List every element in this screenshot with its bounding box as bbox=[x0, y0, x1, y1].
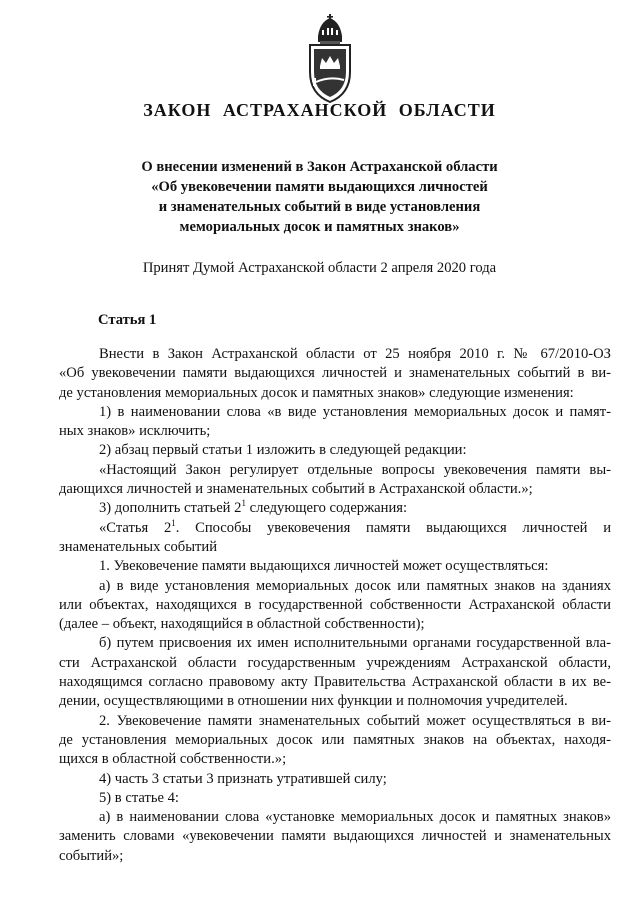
superscript: 1 bbox=[171, 517, 176, 528]
new-article-text: «Статья 2 bbox=[99, 519, 172, 536]
text-line: б) путем присвоения их имен исполнительными органами государственной вла- bbox=[99, 635, 611, 652]
item-3 bbox=[59, 499, 611, 518]
item-3-text: 3) дополнить статьей 2 bbox=[99, 500, 242, 517]
text-line: «Об увековечении памяти выдающихся личностей и знаменательных событий в ви- bbox=[59, 365, 611, 382]
item-4 bbox=[59, 770, 611, 789]
text-line: 2. Увековечение памяти знаменательных событий может осуществляться в ви- bbox=[99, 712, 611, 729]
item-5a bbox=[59, 808, 611, 866]
text-line: де установления мемориальных досок и памятных знаков» следующие изменения: bbox=[59, 384, 574, 401]
item-5 bbox=[59, 789, 611, 808]
new-article-text-end: . Способы увековечения памяти выдающихся личностей и bbox=[175, 519, 612, 536]
text-line: 1. Увековечение памяти выдающихся личностей может осуществляться: bbox=[99, 558, 549, 575]
text-line: де установления мемориальных досок или памятных знаков на объектах, находя- bbox=[59, 731, 611, 748]
superscript: 1 bbox=[241, 498, 246, 509]
text-line: 1) в наименовании слова «в виде установления мемориальных досок и памят- bbox=[99, 403, 611, 420]
coat-of-arms-emblem bbox=[296, 14, 364, 106]
text-line: «Настоящий Закон регулирует отдельные вопросы увековечения памяти вы- bbox=[99, 461, 611, 478]
item-1 bbox=[59, 403, 611, 442]
subtitle-line: О внесении изменений в Закон Астраханской области bbox=[141, 159, 498, 175]
intro-paragraph bbox=[59, 345, 611, 403]
text-line: событий»; bbox=[59, 847, 124, 864]
text-line: 5) в статье 4: bbox=[99, 789, 179, 806]
text-line bbox=[59, 499, 611, 518]
text-line: или объектах, находящихся в государственной собственности Астраханской области bbox=[59, 596, 611, 613]
text-line: ных знаков» исключить; bbox=[59, 423, 211, 440]
text-line: а) в наименовании слова «установке мемориальных досок и памятных знаков» bbox=[99, 809, 611, 826]
text-line: щихся в областной собственности.»; bbox=[59, 751, 287, 768]
text-line: 4) часть 3 статьи 3 признать утратившей силу; bbox=[99, 770, 387, 787]
text-line: знаменательных событий bbox=[59, 538, 218, 555]
text-line: заменить словами «увековечении памяти выдающихся личностей и знаменательных bbox=[59, 828, 611, 845]
point-1 bbox=[59, 557, 611, 576]
text-line bbox=[59, 519, 611, 538]
subtitle-line: «Об увековечении памяти выдающихся личностей bbox=[151, 179, 488, 195]
text-line: сти Астраханской области государственным учреждениям Астраханской области, bbox=[59, 654, 611, 671]
adoption-note: Принят Думой Астраханской области 2 апреля 2020 года bbox=[142, 260, 497, 276]
law-subtitle bbox=[0, 157, 639, 237]
text-line: Внести в Закон Астраханской области от 25 ноября 2010 г. № 67/2010-ОЗ bbox=[99, 346, 611, 362]
subtitle-line: и знаменательных событий в виде установления bbox=[158, 199, 481, 215]
new-article-heading bbox=[59, 519, 611, 558]
text-line: (далее – объект, находящийся в областной собственности); bbox=[59, 616, 425, 633]
article-heading: Статья 1 bbox=[98, 312, 157, 328]
item-3-text-end: следующего содержания: bbox=[245, 500, 408, 517]
text-line: 2) абзац первый статьи 1 изложить в следующей редакции: bbox=[99, 442, 467, 459]
text-line: находящимся согласно правовому акту Правительства Астраханской области в их ве- bbox=[59, 674, 611, 691]
text-line: дающихся личностей и знаменательных событий в Астраханской области.»; bbox=[59, 481, 533, 498]
point-2 bbox=[59, 712, 611, 770]
subtitle-line: мемориальных досок и памятных знаков» bbox=[179, 219, 460, 235]
point-1a bbox=[59, 577, 611, 635]
text-line: а) в виде установления мемориальных досок или памятных знаков на зданиях bbox=[99, 577, 611, 594]
item-2 bbox=[59, 441, 611, 460]
point-1b bbox=[59, 634, 611, 711]
article-body bbox=[59, 345, 611, 866]
law-title: ЗАКОН АСТРАХАНСКОЙ ОБЛАСТИ bbox=[143, 100, 496, 120]
item-2-quote bbox=[59, 461, 611, 500]
text-line: дении, осуществляющими в отношении них функции и полномочия учредителей. bbox=[59, 693, 568, 710]
